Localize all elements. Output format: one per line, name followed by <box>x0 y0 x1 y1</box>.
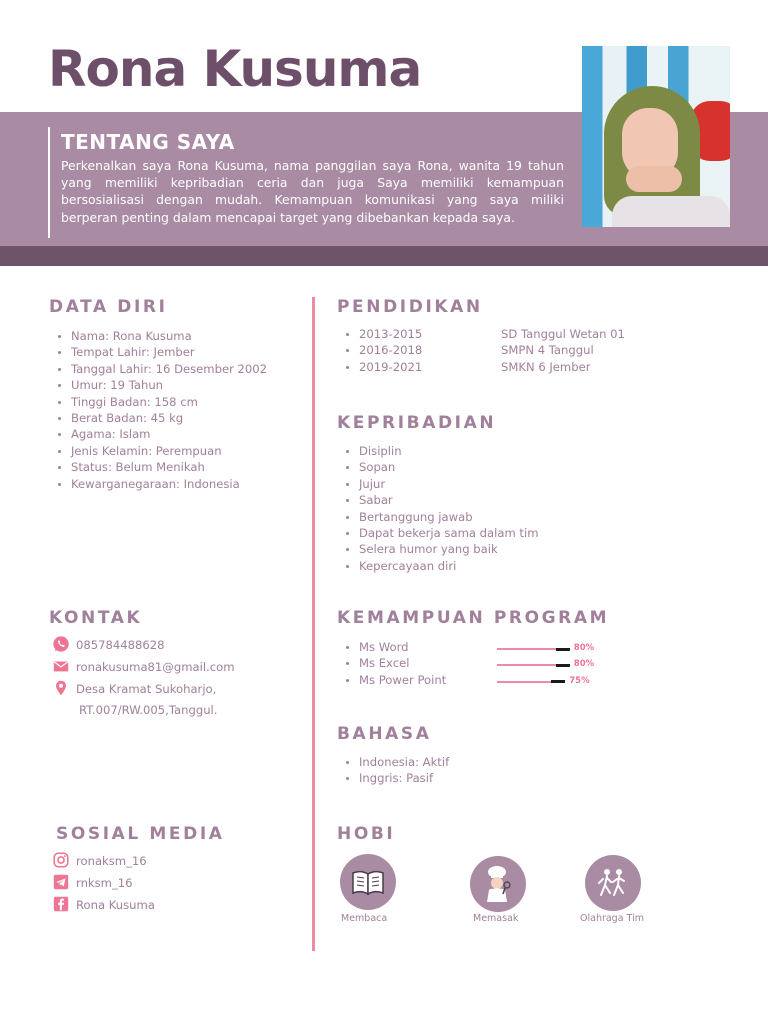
list-item: Indonesia: Aktif <box>337 754 449 770</box>
about-title: TENTANG SAYA <box>61 130 235 154</box>
bahasa-list <box>337 754 449 787</box>
resume-name: Rona Kusuma <box>48 40 422 98</box>
profile-photo <box>582 46 730 227</box>
list-item: Jujur <box>337 476 539 492</box>
list-item <box>337 359 657 375</box>
data-diri-heading: DATA DIRI <box>49 297 168 317</box>
list-item: Berat Badan: 45 kg <box>49 410 267 426</box>
list-item: Tinggi Badan: 158 cm <box>49 394 267 410</box>
list-item: Kewarganegaraan: Indonesia <box>49 476 267 492</box>
list-item: Sopan <box>337 459 539 475</box>
skill-bar-end <box>556 648 570 651</box>
bahasa-heading: BAHASA <box>337 724 432 744</box>
list-item: Inggris: Pasif <box>337 770 449 786</box>
edu-years: 2013-2015 <box>359 327 423 341</box>
phone-text: 085784488628 <box>76 638 165 652</box>
list-item: Selera humor yang baik <box>337 541 539 557</box>
mail-icon <box>52 657 70 675</box>
list-item: Kepercayaan diri <box>337 558 539 574</box>
list-item <box>337 342 657 358</box>
kepribadian-heading: KEPRIBADIAN <box>337 413 497 433</box>
list-item: Ms Power Point <box>337 672 446 688</box>
pendidikan-list <box>337 326 657 375</box>
kemampuan-heading: KEMAMPUAN PROGRAM <box>337 608 610 628</box>
runners-icon <box>595 865 631 901</box>
social-telegram <box>52 873 133 894</box>
hobby-label: Memasak <box>473 913 519 924</box>
telegram-icon <box>52 873 70 891</box>
hobi-heading: HOBI <box>337 824 396 844</box>
list-item: Ms Excel <box>337 655 446 671</box>
kepribadian-list <box>337 443 539 574</box>
chef-icon <box>480 864 516 904</box>
edu-years: 2016-2018 <box>359 343 423 358</box>
instagram-handle: ronaksm_16 <box>76 854 147 868</box>
list-item: Nama: Rona Kusuma <box>49 328 267 344</box>
list-item: Bertanggung jawab <box>337 509 539 525</box>
skill-bar <box>497 648 570 650</box>
skill-percent: 75% <box>569 675 590 686</box>
accent-band <box>0 246 768 266</box>
list-item: Sabar <box>337 492 539 508</box>
edu-school: SMKN 6 Jember <box>501 359 591 374</box>
email-text: ronakusuma81@gmail.com <box>76 660 235 674</box>
social-instagram <box>52 851 147 872</box>
facebook-name: Rona Kusuma <box>76 898 155 912</box>
edu-school: SD Tanggul Wetan 01 <box>501 327 625 341</box>
list-item: Dapat bekerja sama dalam tim <box>337 525 539 541</box>
list-item: Status: Belum Menikah <box>49 459 267 475</box>
hobby-reading <box>340 854 396 910</box>
list-item: Tanggal Lahir: 16 Desember 2002 <box>49 361 267 377</box>
about-text: Perkenalkan saya Rona Kusuma, nama panggilan saya Rona, wanita 19 tahun yang memiliki kepribadian ceria dan juga Saya memiliki kemampuan bersosialisasi dengan mudah. Kemampuan komunikasi yang saya miliki berperan penting dalam mencapai target yang dibebankan kepada saya. <box>61 158 564 225</box>
skill-bar <box>497 664 570 666</box>
skill-bar <box>497 681 565 683</box>
book-icon <box>349 867 387 897</box>
list-item: Jenis Kelamin: Perempuan <box>49 443 267 459</box>
skill-percent: 80% <box>573 643 595 653</box>
hobby-cooking <box>470 856 526 912</box>
list-item: Tempat Lahir: Jember <box>49 344 267 360</box>
kemampuan-list <box>337 639 446 688</box>
location-pin-icon <box>52 679 70 697</box>
skill-bar-end <box>551 680 565 683</box>
hobby-sports <box>585 855 641 911</box>
skill-bar-end <box>556 664 570 667</box>
data-diri-list <box>49 328 267 492</box>
skill-percent: 80% <box>573 659 595 670</box>
hobby-label: Olahraga Tim <box>580 913 644 924</box>
address-line-1: Desa Kramat Sukoharjo, <box>76 682 217 696</box>
list-item: Disiplin <box>337 443 539 459</box>
list-item: Umur: 19 Tahun <box>49 377 267 393</box>
telegram-handle: rnksm_16 <box>76 876 133 890</box>
pendidikan-heading: PENDIDIKAN <box>337 297 483 317</box>
about-accent-line <box>48 127 50 238</box>
list-item <box>337 326 657 342</box>
address-text <box>76 679 217 721</box>
contact-email <box>52 657 235 678</box>
hobby-label: Membaca <box>341 913 388 924</box>
social-facebook <box>52 895 155 916</box>
facebook-icon <box>52 895 70 913</box>
column-divider <box>312 297 315 951</box>
address-line-2: RT.007/RW.005,Tanggul. <box>79 703 218 717</box>
list-item: Ms Word <box>337 639 446 655</box>
edu-years: 2019-2021 <box>359 359 423 374</box>
whatsapp-icon <box>52 635 70 653</box>
sosial-media-heading: SOSIAL MEDIA <box>56 824 225 844</box>
edu-school: SMPN 4 Tanggul <box>501 343 594 358</box>
contact-address <box>52 679 217 721</box>
contact-phone <box>52 635 165 656</box>
instagram-icon <box>52 851 70 869</box>
kontak-heading: KONTAK <box>49 608 143 628</box>
list-item: Agama: Islam <box>49 426 267 442</box>
